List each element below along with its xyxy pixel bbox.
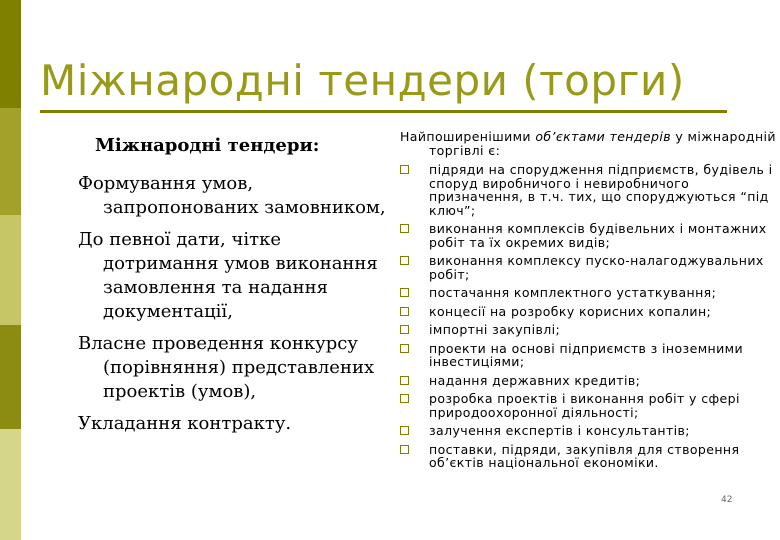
- square-bullet-icon: [400, 376, 409, 385]
- list-item-text: поставки, підряди, закупівля для створення об’єктів національної економіки.: [429, 441, 740, 470]
- list-item: [400, 392, 780, 419]
- square-bullet-icon: [400, 394, 409, 403]
- left-paragraph: Формування умов, запропонованих замовником,: [78, 173, 386, 218]
- page-number: 42: [721, 495, 733, 505]
- intro-start: Найпоширенішими: [400, 129, 536, 144]
- list-item: [400, 424, 780, 438]
- list-item: [400, 286, 780, 300]
- intro-text: [400, 130, 780, 157]
- square-bullet-icon: [400, 256, 409, 265]
- list-item: [400, 222, 780, 249]
- list-item-text: виконання комплексів будівельних і монтажних робіт та їх окремих видів;: [429, 221, 767, 250]
- list-item-text: концесії на розробку корисних копалин;: [429, 303, 712, 319]
- list-item-text: проекти на основі підприємств з іноземними інвестиціями;: [429, 340, 743, 369]
- square-bullet-icon: [400, 325, 409, 334]
- left-paragraph: Власне проведення конкурсу (порівняння) представлених проектів (умов),: [78, 333, 375, 402]
- list-item-text: залучення експертів і консультантів;: [429, 423, 690, 438]
- square-bullet-icon: [400, 426, 409, 435]
- square-bullet-icon: [400, 165, 409, 174]
- list-item-text: виконання комплексу пуско-налагоджувальних робіт;: [429, 253, 764, 282]
- list-item: [400, 374, 780, 388]
- list-item: [400, 323, 780, 337]
- slide-title: Міжнародні тендери (торги): [40, 56, 685, 105]
- left-paragraph: Укладання контракту.: [78, 413, 292, 434]
- square-bullet-icon: [400, 288, 409, 297]
- list-item-text: імпортні закупівлі;: [429, 322, 561, 337]
- title-underline: [40, 110, 727, 113]
- side-stripe-segment: [0, 429, 21, 540]
- intro-emphasis: об’єктами тендерів: [535, 129, 671, 144]
- left-paragraph: До певної дати, чітке дотримання умов виконання замовлення та надання документації,: [78, 229, 378, 322]
- list-item: [400, 254, 780, 281]
- side-stripe-segment: [0, 215, 21, 325]
- tender-objects-list: [400, 163, 780, 470]
- square-bullet-icon: [400, 445, 409, 454]
- list-item-text: надання державних кредитів;: [429, 372, 641, 388]
- right-column: [400, 130, 780, 475]
- list-item-text: розробка проектів і виконання робіт у сфері природоохоронної діяльності;: [429, 391, 740, 420]
- square-bullet-icon: [400, 307, 409, 316]
- square-bullet-icon: [400, 344, 409, 353]
- side-stripe-segment: [0, 108, 21, 215]
- list-item: [400, 443, 780, 470]
- left-column: [78, 128, 388, 444]
- list-item-text: підряди на спорудження підприємств, будівель і споруд виробничого і невиробничого призначення, в т.ч. тих, що споруджуються “під ключ”;: [429, 162, 773, 218]
- square-bullet-icon: [400, 224, 409, 233]
- side-stripe-segment: [0, 325, 21, 429]
- intro-end: у міжнародній торгівлі є:: [429, 129, 776, 158]
- list-item: [400, 342, 780, 369]
- side-stripe-segment: [0, 0, 21, 108]
- list-item-text: постачання комплектного устаткування;: [429, 285, 717, 300]
- list-item: [400, 305, 780, 319]
- left-heading: Міжнародні тендери:: [95, 135, 320, 156]
- list-item: [400, 163, 780, 217]
